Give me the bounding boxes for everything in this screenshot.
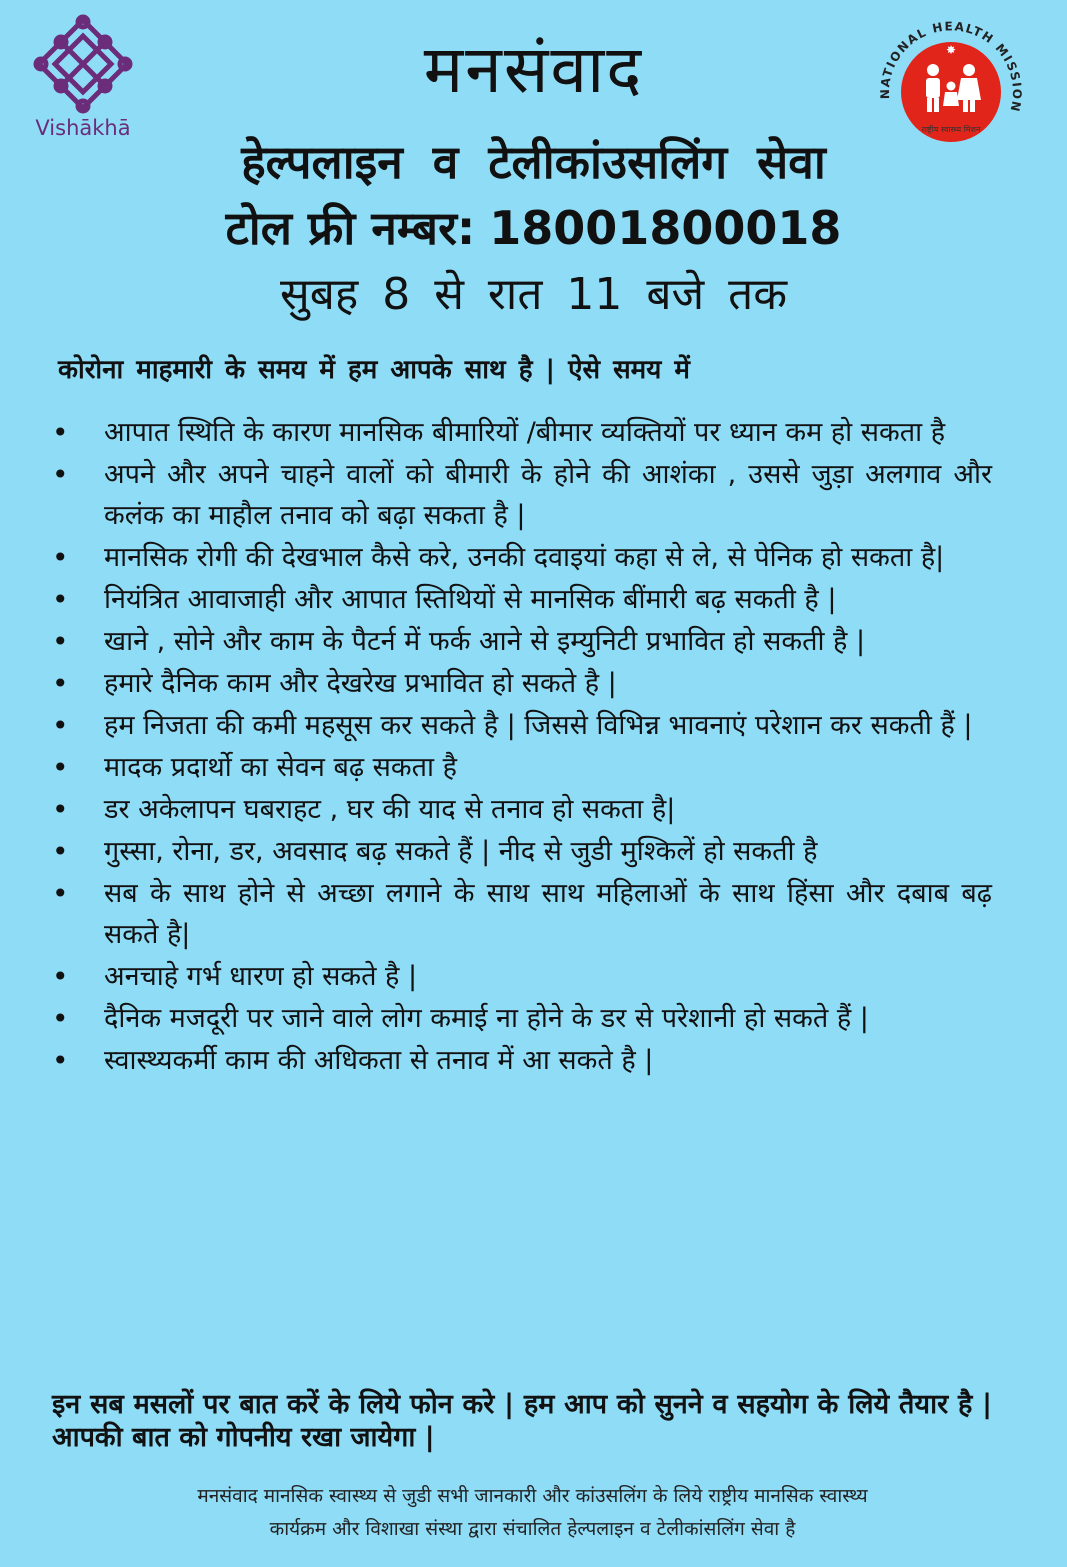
star-icon: ✸ (945, 43, 957, 57)
list-item-text: दैनिक मजदूरी पर जाने वाले लोग कमाई ना होने के डर से परेशानी हो सकते हैं | (104, 1003, 869, 1034)
footer-line-2: कार्यक्रम और विशाखा संस्था द्वारा संचालित हेल्पलाइन व टेलीकांसलिंग सेवा है (269, 1518, 796, 1540)
list-item (52, 831, 992, 872)
list-item-text: डर अकेलापन घबराहट , घर की याद से तनाव हो सकता है| (104, 794, 676, 825)
bullet-icon: • (52, 877, 69, 910)
bullet-icon: • (52, 1044, 69, 1077)
list-item (52, 579, 992, 620)
list-item (52, 956, 992, 997)
bullet-icon: • (52, 1002, 69, 1035)
list-item-text: अपने और अपने चाहने वालों को बीमारी के होने की आशंका , उससे जुड़ा अलगाव और कलंक का माहौल तनाव को बढ़ा सकता है | (104, 459, 992, 531)
list-item-text: हम निजता की कमी महसूस कर सकते है | जिससे विभिन्न भावनाएं परेशान कर सकती हैं | (104, 710, 973, 741)
service-heading: हेल्पलाइन व टेलीकांउसलिंग सेवा (241, 135, 826, 189)
service-hours: सुबह 8 से रात 11 बजे तक (280, 269, 787, 320)
list-item (52, 998, 992, 1039)
bullet-icon: • (52, 709, 69, 742)
list-item-text: खाने , सोने और काम के पैटर्न में फर्क आने से इम्युनिटी प्रभावित हो सकती है | (104, 626, 866, 657)
list-item (52, 1040, 992, 1081)
list-item (52, 705, 992, 746)
nhm-sub-text: राष्ट्रीय स्वास्थ्य मिशन (921, 125, 981, 134)
list-item-text: मानसिक रोगी की देखभाल कैसे करे, उनकी दवाइयां कहा से ले, से पेनिक हो सकता है| (104, 542, 945, 573)
list-item-text: हमारे दैनिक काम और देखरेख प्रभावित हो सकते है | (104, 668, 617, 699)
list-item-text: सब के साथ होने से अच्छा लगाने के साथ साथ महिलाओं के साथ हिंसा और दबाब बढ़ सकते है| (104, 878, 992, 950)
bullet-icon: • (52, 667, 69, 700)
list-item-text: स्वास्थ्यकर्मी काम की अधिकता से तनाव में आ सकते है | (104, 1045, 654, 1076)
toll-free-line (0, 196, 1067, 258)
list-item-text: नियंत्रित आवाजाही और आपात स्तिथियों से मानसिक बींमारी बढ़ सकती है | (104, 584, 837, 615)
bullet-icon: • (52, 960, 69, 993)
concern-list (52, 412, 992, 1082)
list-item-text: मादक प्रदार्थो का सेवन बढ़ सकता है (104, 752, 457, 783)
footer (40, 1480, 1025, 1546)
nhm-arc-text: NATIONAL HEALTH MISSION (877, 20, 1025, 115)
bullet-icon: • (52, 541, 69, 574)
bullet-icon: • (52, 835, 69, 868)
list-item (52, 663, 992, 704)
toll-free-number: 18001800018 (489, 201, 842, 255)
bullet-icon: • (52, 458, 69, 491)
footer-line-1: मनसंवाद मानसिक स्वास्थ्य से जुडी सभी जानकारी और कांउसलिंग के लिये राष्ट्रीय मानसिक स्वास्थ्य (197, 1485, 868, 1507)
list-item (52, 747, 992, 788)
page-title: मनसंवाद (423, 31, 644, 108)
bullet-icon: • (52, 583, 69, 616)
list-item-text: आपात स्थिति के कारण मानसिक बीमारियों /बीमार व्यक्तियों पर ध्यान कम हो सकता है (104, 417, 946, 448)
list-item (52, 873, 992, 955)
closing-message: इन सब मसलों पर बात करें के लिये फोन करे | हम आप को सुनने व सहयोग के लिये तैयार है |आपकी बात को गोपनीय रखा जायेगा | (52, 1389, 992, 1453)
bullet-icon: • (52, 625, 69, 658)
list-item (52, 537, 992, 578)
list-item (52, 454, 992, 536)
bullet-icon: • (52, 416, 69, 449)
bullet-icon: • (52, 751, 69, 784)
list-item (52, 789, 992, 830)
bullet-icon: • (52, 793, 69, 826)
toll-free-label: टोल फ्री नम्बर: (225, 201, 476, 255)
list-item (52, 621, 992, 662)
list-item-text: अनचाहे गर्भ धारण हो सकते है | (104, 961, 418, 992)
intro-text: कोरोना माहमारी के समय में हम आपके साथ है | ऐसे समय में (58, 355, 690, 385)
list-item-text: गुस्सा, रोना, डर, अवसाद बढ़ सकते हैं | नीद से जुडी मुश्किलें हो सकती है (104, 836, 818, 867)
list-item (52, 412, 992, 453)
vishakha-label: Vishākhā (35, 116, 131, 140)
